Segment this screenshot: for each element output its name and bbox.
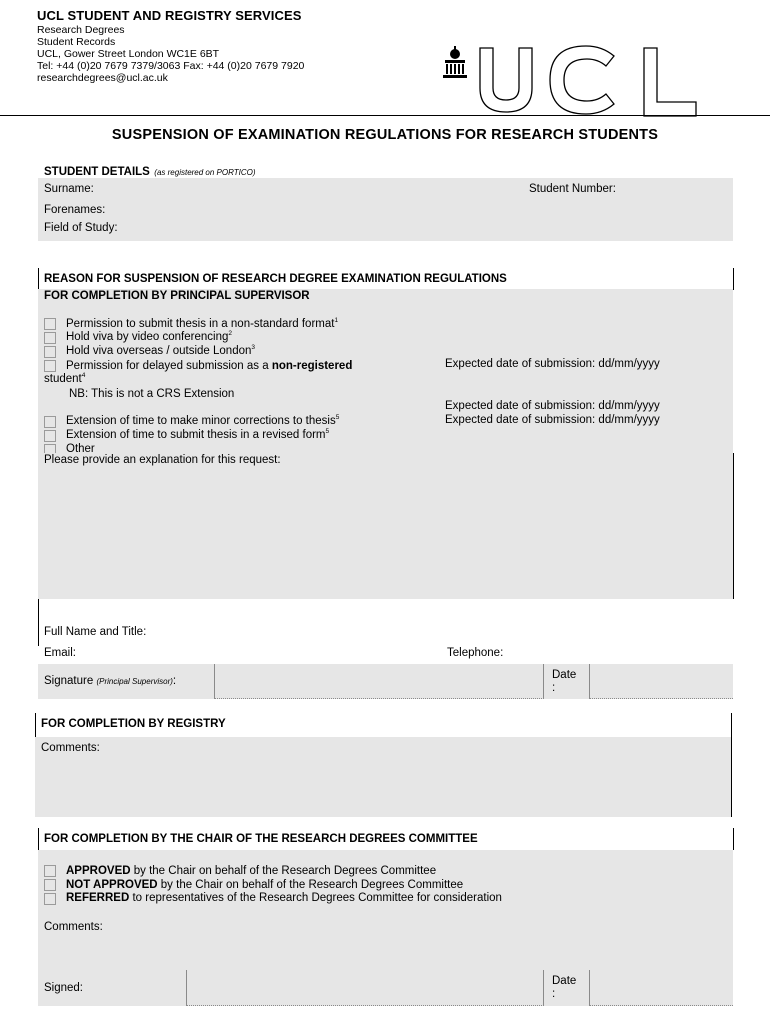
option-video-checkbox[interactable] [44,332,56,344]
option-revised-form-checkbox[interactable] [44,430,56,442]
logo-letter-l [644,48,696,116]
logo-text: UCL [436,40,439,41]
full-name-label: Full Name and Title: [44,626,147,638]
header-line-department: Research Degrees [37,24,125,36]
expected-date-2: Expected date of submission: dd/mm/yyyy [445,400,660,412]
option-nonstandard-checkbox[interactable] [44,318,56,330]
supervisor-signature-input[interactable] [214,664,544,699]
reason-right-border-top [733,268,734,290]
reason-right-border-mid [733,453,734,599]
student-number-label: Student Number: [529,183,616,195]
logo-letter-c [550,46,614,114]
header-line-email: researchdegrees@ucl.ac.uk [37,72,168,84]
chair-not-approved-checkbox[interactable] [44,879,56,891]
supervisor-date-label: Date : [552,669,577,694]
chair-comments-input[interactable] [42,937,728,967]
registry-title: FOR COMPLETION BY REGISTRY [41,718,226,730]
org-title: UCL STUDENT AND REGISTRY SERVICES [37,8,302,23]
student-details-panel [38,178,733,241]
option-overseas-checkbox[interactable] [44,346,56,358]
option-delayed-label-cont: student$^4$ [44,372,86,385]
header-line-phone: Tel: +44 (0)20 7679 7379/3063 Fax: +44 (0)20 7679 7920 [37,60,305,72]
expected-date-1: Expected date of submission: dd/mm/yyyy [445,358,660,370]
document-title: SUSPENSION OF EXAMINATION REGULATIONS FOR RESEARCH STUDENTS [111,127,659,143]
explanation-label: Please provide an explanation for this request: [44,454,281,466]
surname-label: Surname: [44,183,94,195]
header-rule [0,115,770,116]
chair-signature-input[interactable] [186,970,544,1006]
email-label: Email: [44,647,76,659]
option-other-checkbox[interactable] [44,444,56,453]
option-delayed-label: Permission for delayed submission as a non-registered [66,360,353,372]
option-overseas-label: Hold viva overseas / outside London$^3$ [66,344,256,357]
chair-date-input[interactable] [589,970,733,1006]
chair-referred-label: REFERRED to representatives of the Research Degrees Committee for consideration [66,892,502,904]
header-line-unit: Student Records [37,36,116,48]
student-details-note: (as registered on PORTICO) [154,168,256,177]
reason-title: REASON FOR SUSPENSION OF RESEARCH DEGREE EXAMINATION REGULATIONS [44,273,507,285]
registry-comments-input[interactable] [40,758,726,814]
option-nonstandard-label: Permission to submit thesis in a non-standard format$^1$ [66,317,339,330]
signature-label: Signature (Principal Supervisor): [44,675,177,687]
reason-subtitle: FOR COMPLETION BY PRINCIPAL SUPERVISOR [44,290,310,302]
registry-right-border [731,713,732,817]
forenames-label: Forenames: [44,204,106,216]
supervisor-date-input[interactable] [589,664,733,699]
field-of-study-label: Field of Study: [44,222,118,234]
option-minor-corrections-label: Extension of time to make minor corrections to thesis$^5$ [66,414,340,427]
student-details-title: STUDENT DETAILS [44,166,150,178]
signed-label: Signed: [44,982,84,994]
option-other-label: Other [66,443,95,453]
option-minor-corrections-checkbox[interactable] [44,416,56,428]
chair-referred-checkbox[interactable] [44,893,56,905]
expected-date-3: Expected date of submission: dd/mm/yyyy [445,414,660,426]
telephone-label: Telephone: [447,647,504,659]
registry-comments-label: Comments: [41,742,100,754]
chair-approved-label: APPROVED by the Chair on behalf of the Research Degrees Committee [66,865,437,877]
chair-date-label: Date : [552,975,577,1000]
option-revised-form-label: Extension of time to submit thesis in a revised form$^5$ [66,428,330,441]
header-line-address: UCL, Gower Street London WC1E 6BT [37,48,220,60]
chair-title: FOR COMPLETION BY THE CHAIR OF THE RESEARCH DEGREES COMMITTEE [44,833,478,845]
chair-right-border [733,828,734,850]
option-delayed-checkbox[interactable] [44,360,56,372]
logo-letter-u [480,48,532,112]
chair-approved-checkbox[interactable] [44,865,56,877]
ucl-portico-icon [443,46,467,78]
ucl-logo [436,40,770,120]
explanation-input[interactable] [40,468,730,596]
chair-comments-label: Comments: [44,921,103,933]
chair-not-approved-label: NOT APPROVED by the Chair on behalf of the Research Degrees Committee [66,879,464,891]
option-video-label: Hold viva by video conferencing$^2$ [66,330,232,343]
nb-text: NB: This is not a CRS Extension [69,388,235,400]
